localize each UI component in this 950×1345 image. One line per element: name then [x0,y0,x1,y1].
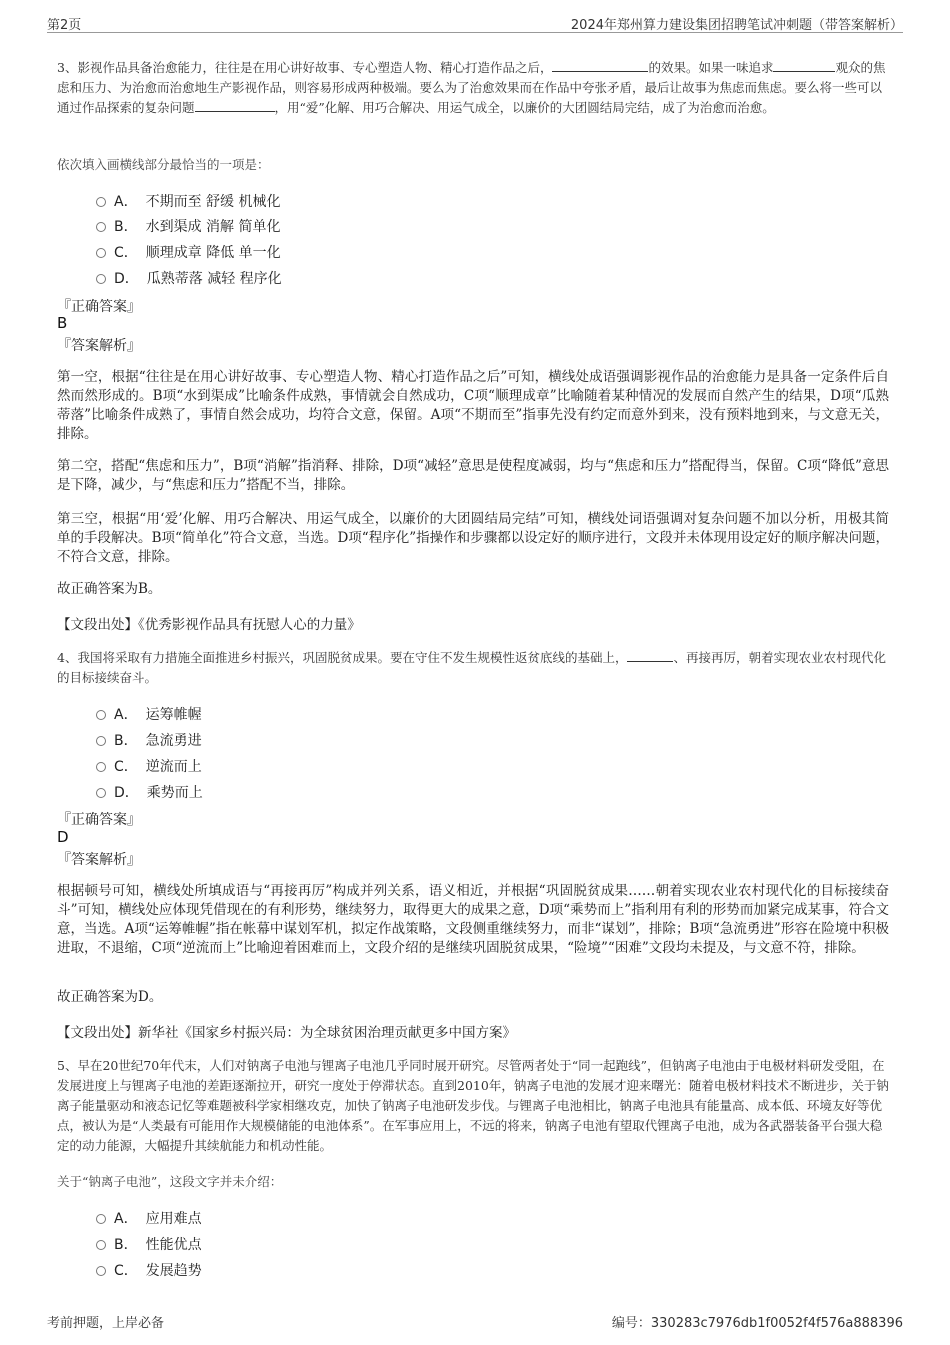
analysis-paragraph: 第二空，搭配“焦虑和压力”，B项“消解”指消释、排除，D项“减轻”意思是使程度减弱，均与“焦虑和压力”搭配得当，保留。C项“降低”意思是下降，减少，与“焦虑和压力”搭配不当，排除。 [57,458,889,493]
analysis-label: 『答案解析』 [57,338,141,354]
q5-option-a[interactable]: A． 应用难点 [96,1208,202,1228]
footer-slogan: 考前押题，上岸必备 [47,1316,165,1331]
document-code: 编号：330283c7976db1f0052f4f576a888396 [611,1316,903,1331]
analysis-paragraph: 根据顿号可知，横线处所填成语与“再接再厉”构成并列关系，语义相近，并根据“巩固脱贫成果……朝着实现农业农村现代化的目标接续奋斗”可知，横线处应体现凭借现在的有利形势，继续努力，取得更大的成果之意，D项“乘势而上”指利用有利的形势而加紧完成某事，符合文意，当选。A项“运筹帷幄”指在帐幕中谋划军机，拟定作战策略，文段侧重继续努力，而非“谋划”，排除；B项“急流勇进”形容在险境中积极进取，不退缩，C项“逆流而上”比喻迎着困难而上，文段介绍的是继续巩固脱贫成果，“险境”“困难”文段均未提及，与文意不符，排除。 [57,883,889,956]
source-citation: 【文段出处】新华社《国家乡村振兴局：为全球贫困治理贡献更多中国方案》 [57,1025,516,1041]
q5-option-c[interactable]: C． 发展趋势 [96,1260,202,1280]
question-3-stem: 依次填入画横线部分最恰当的一项是： [57,157,270,172]
question-5-stem: 关于“钠离子电池”，这段文字并未介绍： [57,1174,283,1189]
correct-answer-label: 『正确答案』 [57,299,141,315]
question-3-text: 3、影视作品具备治愈能力，往往是在用心讲好故事、专心塑造人物、精心打造作品之后， 的效果。如果一味追求 观众的焦虑和压力、为治愈而治愈地生产影视作品，则容易形成两种极端。要么为了治愈效果而在作品中夸张矛盾，最后让故事为焦虑而焦虑。要么将一些可以通过作品探索的复杂问题 ，用“爱”化解、用巧合解决、用运气成全，以廉价的大团圆结局完结，成了为治愈而治愈。 [57,60,886,115]
analysis-label: 『答案解析』 [57,852,141,868]
blank-3 [195,98,275,112]
radio-icon[interactable] [96,788,106,798]
source-citation: 【文段出处】《优秀影视作品具有抚慰人心的力量》 [57,617,361,633]
q3-option-d[interactable]: D． 瓜熟蒂落 减轻 程序化 [96,268,282,288]
blank-1 [627,648,673,662]
page-footer [47,1312,903,1332]
radio-icon[interactable] [96,1266,106,1276]
radio-icon[interactable] [96,197,106,207]
radio-icon[interactable] [96,274,106,284]
question-4-text: 4、我国将采取有力措施全面推进乡村振兴，巩固脱贫成果。要在守住不发生规模性返贫底线的基础上， 、再接再厉，朝着实现农业农村现代化的目标接续奋斗。 [57,650,886,685]
radio-icon[interactable] [96,1214,106,1224]
radio-icon[interactable] [96,222,106,232]
radio-icon[interactable] [96,736,106,746]
q4-option-c[interactable]: C． 逆流而上 [96,756,202,776]
q3-option-a[interactable]: A． 不期而至 舒缓 机械化 [96,191,280,211]
page-number: 第2页 [47,18,82,33]
document-title: 2024年郑州算力建设集团招聘笔试冲刺题（带答案解析） [570,18,903,33]
correct-answer: B [57,314,68,332]
analysis-paragraph: 第一空，根据“往往是在用心讲好故事、专心塑造人物、精心打造作品之后”可知，横线处成语强调影视作品的治愈能力是具备一定条件后自然而然形成的。B项“水到渠成”比喻条件成熟，事情就会自然成功，C项“顺理成章”比喻随着某种情况的发展而自然产生的结果，D项“瓜熟蒂落”比喻条件成熟了，事情自然会成功，均符合文意，保留。A项“不期而至”指事先没有约定而意外到来，没有预料地到来，与文意无关，排除。 [57,369,889,442]
blank-1 [552,58,648,72]
q4-option-b[interactable]: B． 急流勇进 [96,730,202,750]
q3-option-b[interactable]: B． 水到渠成 消解 简单化 [96,216,281,236]
q5-option-b[interactable]: B． 性能优点 [96,1234,202,1254]
q4-option-d[interactable]: D． 乘势而上 [96,782,203,802]
page-header [47,12,903,33]
correct-answer-label: 『正确答案』 [57,812,141,828]
analysis-paragraph: 第三空，根据“用‘爱’化解、用巧合解决、用运气成全，以廉价的大团圆结局完结”可知，横线处词语强调对复杂问题不加以分析，用极其简单的手段解决。B项“简单化”符合文意，当选。D项“程序化”指操作和步骤都以设定好的顺序进行，文段并未体现用设定好的顺序解决问题，不符合文意，排除。 [57,511,889,565]
radio-icon[interactable] [96,710,106,720]
radio-icon[interactable] [96,1240,106,1250]
blank-2 [773,58,835,72]
radio-icon[interactable] [96,248,106,258]
correct-answer: D [57,828,69,846]
radio-icon[interactable] [96,762,106,772]
question-5-text: 5、早在20世纪70年代末，人们对钠离子电池与锂离子电池几乎同时展开研究。尽管两者处于“同一起跑线”，但钠离子电池由于电极材料研发受阻，在发展进度上与锂离子电池的差距逐渐拉开，研究一度处于停滞状态。直到2010年，钠离子电池的发展才迎来曙光：随着电极材料技术不断进步，关于钠离子能量驱动和液态记忆等难题被科学家相继攻克，加快了钠离子电池研发步伐。与锂离子电池相比，钠离子电池具有能量高、成本低、环境友好等优点，被认为是“人类最有可能用作大规模储能的电池体系”。在军事应用上，不远的将来，钠离子电池有望取代锂离子电池，成为各武器装备平台强大稳定的动力能源，大幅提升其续航能力和机动性能。 [57,1058,889,1153]
q3-option-c[interactable]: C． 顺理成章 降低 单一化 [96,242,281,262]
analysis-conclusion: 故正确答案为D。 [57,989,163,1005]
analysis-conclusion: 故正确答案为B。 [57,581,162,597]
q4-option-a[interactable]: A． 运筹帷幄 [96,704,202,724]
